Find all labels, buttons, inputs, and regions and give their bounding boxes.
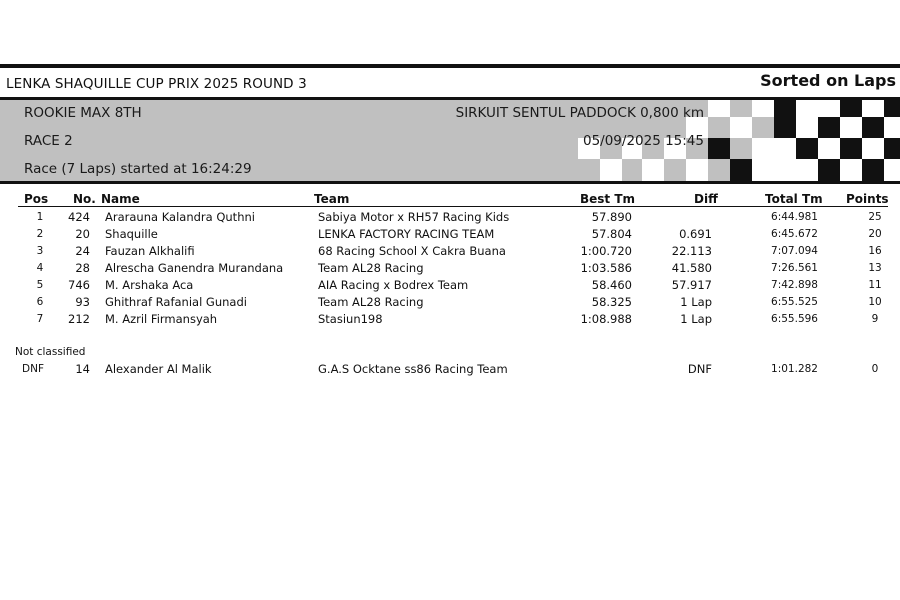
name-cell: Alexander Al Malik	[105, 362, 212, 376]
no-cell: 93	[75, 295, 90, 309]
total-cell: 6:45.672	[771, 228, 818, 240]
diff-cell: 41.580	[671, 261, 712, 275]
pos-cell: DNF	[22, 363, 44, 375]
name-cell: Ghithraf Rafanial Gunadi	[105, 295, 247, 309]
col-header-points: Points	[846, 192, 889, 206]
points-cell: 9	[871, 313, 879, 325]
points-cell: 10	[868, 296, 882, 308]
col-header-no: No.	[73, 192, 96, 206]
session-race-info: Race (7 Laps) started at 16:24:29	[24, 161, 252, 177]
no-cell: 28	[75, 261, 90, 275]
event-title: LENKA SHAQUILLE CUP PRIX 2025 ROUND 3	[6, 76, 307, 92]
col-header-diff: Diff	[694, 192, 718, 206]
no-cell: 20	[75, 227, 90, 241]
name-cell: Fauzan Alkhalifi	[105, 244, 195, 258]
sort-label: Sorted on Laps	[760, 71, 896, 90]
team-cell: Team AL28 Racing	[318, 295, 424, 309]
title-row	[0, 68, 900, 98]
team-cell: Sabiya Motor x RH57 Racing Kids	[318, 210, 510, 224]
team-cell: LENKA FACTORY RACING TEAM	[318, 227, 495, 241]
pos-cell: 2	[36, 228, 44, 240]
total-cell: 6:55.525	[771, 296, 818, 308]
no-cell: 14	[75, 362, 90, 376]
points-cell: 20	[868, 228, 882, 240]
band-bottom-rule	[0, 181, 900, 184]
session-class: ROOKIE MAX 8TH	[24, 105, 142, 121]
no-cell: 24	[75, 244, 90, 258]
session-datetime: 05/09/2025 15:45	[582, 133, 704, 149]
points-cell: 16	[868, 245, 882, 257]
name-cell: M. Arshaka Aca	[105, 278, 194, 292]
best-cell: 1:03.586	[580, 261, 632, 275]
best-cell: 57.890	[591, 210, 632, 224]
best-cell: 58.325	[591, 295, 632, 309]
session-race: RACE 2	[24, 133, 73, 149]
header-rule	[18, 206, 888, 207]
col-header-name: Name	[101, 192, 140, 206]
col-header-team: Team	[314, 192, 350, 206]
not-classified-label: Not classified	[15, 346, 86, 358]
diff-cell: 57.917	[671, 278, 712, 292]
diff-cell: 1 Lap	[680, 312, 712, 326]
name-cell: M. Azril Firmansyah	[105, 312, 218, 326]
col-header-total: Total Tm	[765, 192, 823, 206]
pos-cell: 1	[36, 211, 44, 223]
pos-cell: 5	[36, 279, 44, 291]
best-cell: 1:08.988	[580, 312, 632, 326]
total-cell: 7:07.094	[771, 245, 818, 257]
pos-cell: 7	[36, 313, 44, 325]
team-cell: Team AL28 Racing	[318, 261, 424, 275]
session-info-band	[0, 100, 900, 181]
total-cell: 6:44.981	[771, 211, 818, 223]
pos-cell: 4	[36, 262, 44, 274]
no-cell: 212	[68, 312, 90, 326]
diff-cell: 0.691	[679, 227, 712, 241]
col-header-pos: Pos	[24, 192, 49, 206]
team-cell: G.A.S Ocktane ss86 Racing Team	[318, 362, 508, 376]
best-cell: 57.804	[591, 227, 632, 241]
total-cell: 6:55.596	[771, 313, 818, 325]
total-cell: 7:26.561	[771, 262, 818, 274]
team-cell: AIA Racing x Bodrex Team	[318, 278, 469, 292]
no-cell: 424	[68, 210, 90, 224]
diff-cell: 1 Lap	[680, 295, 712, 309]
pos-cell: 3	[36, 245, 44, 257]
best-cell: 1:00.720	[580, 244, 632, 258]
team-cell: 68 Racing School X Cakra Buana	[318, 244, 506, 258]
team-cell: Stasiun198	[318, 312, 383, 326]
total-cell: 1:01.282	[771, 363, 818, 375]
points-cell: 13	[868, 262, 882, 274]
diff-cell: DNF	[687, 362, 712, 376]
name-cell: Ararauna Kalandra Quthni	[105, 210, 255, 224]
pos-cell: 6	[36, 296, 44, 308]
name-cell: Alrescha Ganendra Murandana	[105, 261, 284, 275]
no-cell: 746	[68, 278, 90, 292]
col-header-best: Best Tm	[580, 192, 636, 206]
points-cell: 11	[868, 279, 882, 291]
circuit-name: SIRKUIT SENTUL PADDOCK 0,800 km	[455, 105, 704, 121]
diff-cell: 22.113	[671, 244, 712, 258]
best-cell: 58.460	[591, 278, 632, 292]
points-cell: 0	[871, 363, 879, 375]
total-cell: 7:42.898	[771, 279, 818, 291]
name-cell: Shaquille	[105, 227, 158, 241]
points-cell: 25	[868, 211, 882, 223]
